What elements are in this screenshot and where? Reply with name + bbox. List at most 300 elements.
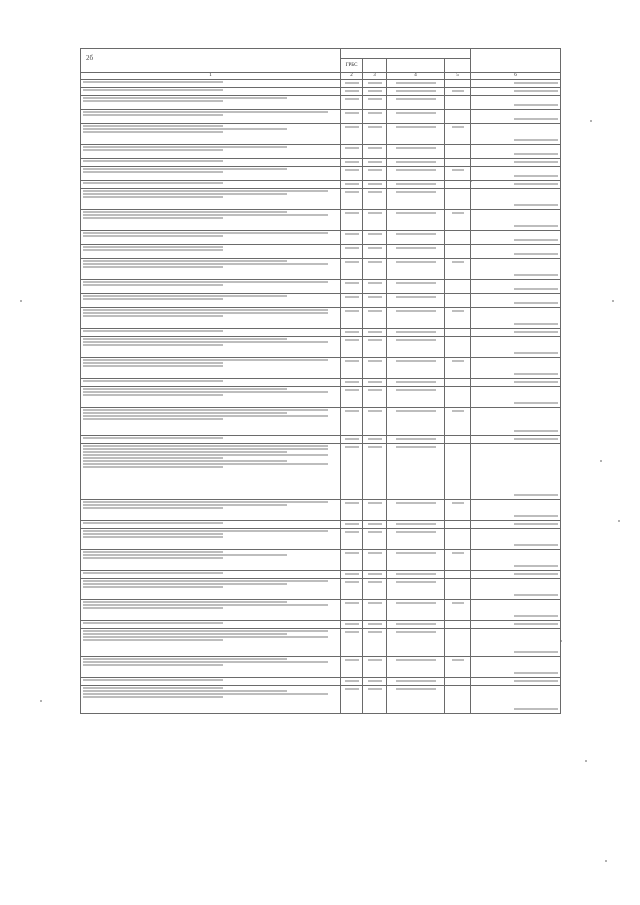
header-csr	[387, 59, 445, 73]
illegible-number	[345, 90, 359, 92]
illegible-number	[368, 310, 382, 312]
illegible-number	[368, 360, 382, 362]
illegible-number	[368, 389, 382, 391]
row-sum	[471, 124, 561, 145]
row-rz	[363, 294, 387, 308]
table-row	[81, 529, 561, 550]
illegible-number	[396, 233, 436, 235]
illegible-number	[368, 688, 382, 690]
illegible-number	[345, 552, 359, 554]
illegible-number	[396, 82, 436, 84]
illegible-number	[368, 183, 382, 185]
row-sum	[471, 629, 561, 657]
row-csr	[387, 387, 445, 408]
illegible-number	[452, 502, 464, 504]
illegible-text-line	[83, 81, 223, 83]
row-rz	[363, 387, 387, 408]
row-sum	[471, 358, 561, 379]
illegible-text-line	[83, 266, 223, 268]
header-vr	[445, 59, 471, 73]
illegible-number	[514, 523, 558, 525]
illegible-number	[514, 494, 558, 496]
row-csr	[387, 657, 445, 678]
illegible-number	[345, 282, 359, 284]
illegible-number	[345, 169, 359, 171]
illegible-number	[514, 352, 558, 354]
row-grbs	[341, 657, 363, 678]
illegible-number	[345, 212, 359, 214]
illegible-number	[368, 523, 382, 525]
illegible-number	[368, 233, 382, 235]
row-vr	[445, 329, 471, 337]
illegible-number	[345, 82, 359, 84]
illegible-number	[368, 261, 382, 263]
table-row	[81, 579, 561, 600]
row-sum	[471, 579, 561, 600]
illegible-text-line	[83, 690, 287, 692]
column-number: 5	[445, 73, 471, 80]
row-rz	[363, 231, 387, 245]
illegible-number	[396, 212, 436, 214]
row-description	[81, 444, 341, 500]
illegible-text-line	[83, 309, 328, 311]
row-vr	[445, 110, 471, 124]
illegible-number	[368, 602, 382, 604]
row-grbs	[341, 500, 363, 521]
table-row	[81, 500, 561, 521]
table-row	[81, 387, 561, 408]
table-row	[81, 294, 561, 308]
row-rz	[363, 686, 387, 714]
illegible-text-line	[83, 315, 223, 317]
illegible-text-line	[83, 131, 223, 133]
row-vr	[445, 245, 471, 259]
illegible-text-line	[83, 365, 223, 367]
illegible-text-line	[83, 330, 223, 332]
illegible-number	[514, 274, 558, 276]
row-sum	[471, 436, 561, 444]
table-row	[81, 231, 561, 245]
row-sum	[471, 88, 561, 96]
row-rz	[363, 80, 387, 88]
illegible-number	[368, 339, 382, 341]
illegible-number	[396, 680, 436, 682]
illegible-number	[368, 531, 382, 533]
illegible-text-line	[83, 693, 328, 695]
illegible-number	[396, 183, 436, 185]
row-vr	[445, 408, 471, 436]
row-csr	[387, 210, 445, 231]
illegible-text-line	[83, 639, 223, 641]
table-row	[81, 181, 561, 189]
row-description	[81, 189, 341, 210]
row-csr	[387, 181, 445, 189]
illegible-number	[368, 98, 382, 100]
illegible-number	[396, 573, 436, 575]
illegible-number	[514, 175, 558, 177]
illegible-text-line	[83, 630, 328, 632]
illegible-text-line	[83, 281, 328, 283]
illegible-text-line	[83, 380, 223, 382]
table-row	[81, 145, 561, 159]
illegible-text-line	[83, 214, 328, 216]
illegible-number	[396, 659, 436, 661]
row-grbs	[341, 379, 363, 387]
illegible-number	[514, 118, 558, 120]
illegible-number	[514, 288, 558, 290]
table-row	[81, 436, 561, 444]
illegible-text-line	[83, 679, 223, 681]
table-row	[81, 379, 561, 387]
illegible-number	[452, 360, 464, 362]
table-row	[81, 159, 561, 167]
row-vr	[445, 88, 471, 96]
illegible-text-line	[83, 604, 328, 606]
illegible-number	[345, 446, 359, 448]
row-description	[81, 579, 341, 600]
illegible-number	[396, 631, 436, 633]
illegible-number	[514, 253, 558, 255]
row-csr	[387, 145, 445, 159]
row-csr	[387, 678, 445, 686]
illegible-text-line	[83, 260, 287, 262]
illegible-number	[514, 204, 558, 206]
row-rz	[363, 280, 387, 294]
row-sum	[471, 529, 561, 550]
illegible-number	[368, 381, 382, 383]
column-number: 2	[341, 73, 363, 80]
row-grbs	[341, 358, 363, 379]
row-rz	[363, 88, 387, 96]
illegible-number	[514, 161, 558, 163]
illegible-number	[514, 153, 558, 155]
illegible-text-line	[83, 284, 223, 286]
table-body	[81, 80, 561, 714]
row-description	[81, 657, 341, 678]
illegible-text-line	[83, 388, 287, 390]
illegible-text-line	[83, 168, 287, 170]
illegible-number	[514, 104, 558, 106]
illegible-number	[368, 126, 382, 128]
row-csr	[387, 167, 445, 181]
illegible-text-line	[83, 125, 223, 127]
illegible-number	[345, 410, 359, 412]
table-row	[81, 686, 561, 714]
row-sum	[471, 210, 561, 231]
illegible-number	[396, 438, 436, 440]
column-number: 4	[387, 73, 445, 80]
illegible-number	[396, 331, 436, 333]
row-sum	[471, 571, 561, 579]
scan-speck	[612, 300, 614, 302]
illegible-text-line	[83, 211, 287, 213]
illegible-number	[396, 191, 436, 193]
table-row	[81, 571, 561, 579]
illegible-text-line	[83, 586, 223, 588]
row-rz	[363, 181, 387, 189]
illegible-text-line	[83, 664, 223, 666]
illegible-number	[514, 402, 558, 404]
row-description	[81, 358, 341, 379]
illegible-text-line	[83, 160, 223, 162]
page-corner-number: 2б	[86, 54, 94, 62]
header-group	[341, 49, 471, 59]
illegible-number	[345, 360, 359, 362]
row-csr	[387, 329, 445, 337]
illegible-number	[396, 502, 436, 504]
illegible-text-line	[83, 583, 287, 585]
row-grbs	[341, 259, 363, 280]
row-csr	[387, 358, 445, 379]
illegible-number	[396, 261, 436, 263]
row-description	[81, 145, 341, 159]
row-csr	[387, 408, 445, 436]
row-grbs	[341, 579, 363, 600]
row-grbs	[341, 294, 363, 308]
row-sum	[471, 259, 561, 280]
illegible-text-line	[83, 394, 223, 396]
row-vr	[445, 181, 471, 189]
row-csr	[387, 621, 445, 629]
row-vr	[445, 145, 471, 159]
row-sum	[471, 444, 561, 500]
row-csr	[387, 600, 445, 621]
row-rz	[363, 657, 387, 678]
illegible-number	[452, 126, 464, 128]
illegible-text-line	[83, 217, 223, 219]
illegible-text-line	[83, 171, 223, 173]
row-csr	[387, 245, 445, 259]
row-grbs	[341, 159, 363, 167]
row-grbs	[341, 210, 363, 231]
illegible-text-line	[83, 235, 223, 237]
row-vr	[445, 678, 471, 686]
illegible-number	[368, 659, 382, 661]
header-sum	[471, 49, 561, 73]
illegible-number	[368, 631, 382, 633]
illegible-number	[368, 680, 382, 682]
row-csr	[387, 231, 445, 245]
illegible-number	[345, 183, 359, 185]
illegible-text-line	[83, 696, 223, 698]
row-rz	[363, 500, 387, 521]
illegible-number	[514, 225, 558, 227]
illegible-number	[345, 688, 359, 690]
column-number-row	[81, 73, 561, 80]
row-rz	[363, 571, 387, 579]
row-csr	[387, 337, 445, 358]
illegible-number	[452, 212, 464, 214]
row-rz	[363, 189, 387, 210]
illegible-number	[396, 552, 436, 554]
illegible-text-line	[83, 504, 287, 506]
illegible-text-line	[83, 111, 328, 113]
row-grbs	[341, 529, 363, 550]
illegible-text-line	[83, 533, 223, 535]
row-vr	[445, 294, 471, 308]
row-vr	[445, 550, 471, 571]
column-number: 3	[363, 73, 387, 80]
illegible-number	[345, 233, 359, 235]
illegible-text-line	[83, 344, 223, 346]
illegible-number	[514, 565, 558, 567]
illegible-number	[514, 672, 558, 674]
scan-speck	[618, 520, 620, 522]
illegible-number	[514, 139, 558, 141]
illegible-number	[345, 147, 359, 149]
row-rz	[363, 358, 387, 379]
illegible-number	[368, 552, 382, 554]
illegible-number	[514, 651, 558, 653]
row-csr	[387, 521, 445, 529]
table-row	[81, 444, 561, 500]
illegible-text-line	[83, 636, 328, 638]
row-description	[81, 245, 341, 259]
illegible-text-line	[83, 415, 328, 417]
table-row	[81, 189, 561, 210]
row-grbs	[341, 80, 363, 88]
row-description	[81, 678, 341, 686]
row-grbs	[341, 329, 363, 337]
row-csr	[387, 686, 445, 714]
row-vr	[445, 529, 471, 550]
illegible-number	[452, 552, 464, 554]
illegible-number	[368, 247, 382, 249]
illegible-number	[514, 373, 558, 375]
illegible-number	[514, 544, 558, 546]
row-csr	[387, 571, 445, 579]
table-row	[81, 280, 561, 294]
row-description	[81, 167, 341, 181]
row-csr	[387, 294, 445, 308]
row-vr	[445, 579, 471, 600]
row-grbs	[341, 521, 363, 529]
row-sum	[471, 245, 561, 259]
row-sum	[471, 189, 561, 210]
table-row	[81, 337, 561, 358]
row-csr	[387, 550, 445, 571]
row-vr	[445, 621, 471, 629]
row-rz	[363, 308, 387, 329]
illegible-number	[396, 339, 436, 341]
illegible-number	[396, 98, 436, 100]
illegible-number	[368, 112, 382, 114]
row-description	[81, 337, 341, 358]
illegible-text-line	[83, 295, 287, 297]
row-rz	[363, 337, 387, 358]
row-csr	[387, 629, 445, 657]
illegible-number	[514, 90, 558, 92]
illegible-number	[452, 90, 464, 92]
row-csr	[387, 259, 445, 280]
table-row	[81, 210, 561, 231]
illegible-text-line	[83, 196, 223, 198]
row-vr	[445, 210, 471, 231]
illegible-number	[345, 523, 359, 525]
illegible-number	[368, 410, 382, 412]
illegible-text-line	[83, 466, 223, 468]
row-grbs	[341, 621, 363, 629]
row-grbs	[341, 629, 363, 657]
illegible-number	[396, 602, 436, 604]
row-description	[81, 210, 341, 231]
illegible-text-line	[83, 341, 328, 343]
illegible-number	[396, 360, 436, 362]
row-rz	[363, 245, 387, 259]
illegible-number	[368, 296, 382, 298]
illegible-number	[368, 446, 382, 448]
row-sum	[471, 294, 561, 308]
row-sum	[471, 110, 561, 124]
row-vr	[445, 280, 471, 294]
illegible-number	[396, 688, 436, 690]
row-description	[81, 436, 341, 444]
row-grbs	[341, 387, 363, 408]
illegible-number	[514, 239, 558, 241]
table-row	[81, 308, 561, 329]
illegible-number	[514, 82, 558, 84]
table-row	[81, 621, 561, 629]
header-name	[81, 49, 341, 73]
row-grbs	[341, 550, 363, 571]
illegible-text-line	[83, 454, 328, 456]
row-sum	[471, 167, 561, 181]
row-vr	[445, 657, 471, 678]
row-rz	[363, 408, 387, 436]
row-vr	[445, 444, 471, 500]
illegible-text-line	[83, 658, 287, 660]
row-rz	[363, 110, 387, 124]
column-number: 1	[81, 73, 341, 80]
illegible-text-line	[83, 687, 223, 689]
illegible-number	[345, 339, 359, 341]
row-grbs	[341, 600, 363, 621]
illegible-number	[396, 169, 436, 171]
row-csr	[387, 80, 445, 88]
illegible-number	[452, 410, 464, 412]
illegible-number	[345, 126, 359, 128]
row-vr	[445, 600, 471, 621]
illegible-text-line	[83, 633, 287, 635]
row-grbs	[341, 678, 363, 686]
row-vr	[445, 686, 471, 714]
row-csr	[387, 110, 445, 124]
illegible-number	[345, 389, 359, 391]
illegible-text-line	[83, 522, 223, 524]
illegible-number	[514, 515, 558, 517]
illegible-number	[345, 623, 359, 625]
illegible-number	[368, 581, 382, 583]
row-sum	[471, 231, 561, 245]
row-rz	[363, 550, 387, 571]
illegible-number	[514, 573, 558, 575]
illegible-number	[345, 112, 359, 114]
budget-table	[80, 48, 561, 714]
row-description	[81, 308, 341, 329]
illegible-text-line	[83, 89, 223, 91]
row-sum	[471, 686, 561, 714]
illegible-number	[345, 531, 359, 533]
illegible-number	[396, 446, 436, 448]
row-sum	[471, 500, 561, 521]
row-sum	[471, 181, 561, 189]
illegible-number	[396, 389, 436, 391]
row-rz	[363, 521, 387, 529]
illegible-number	[396, 581, 436, 583]
illegible-text-line	[83, 97, 287, 99]
illegible-number	[368, 161, 382, 163]
illegible-number	[368, 147, 382, 149]
